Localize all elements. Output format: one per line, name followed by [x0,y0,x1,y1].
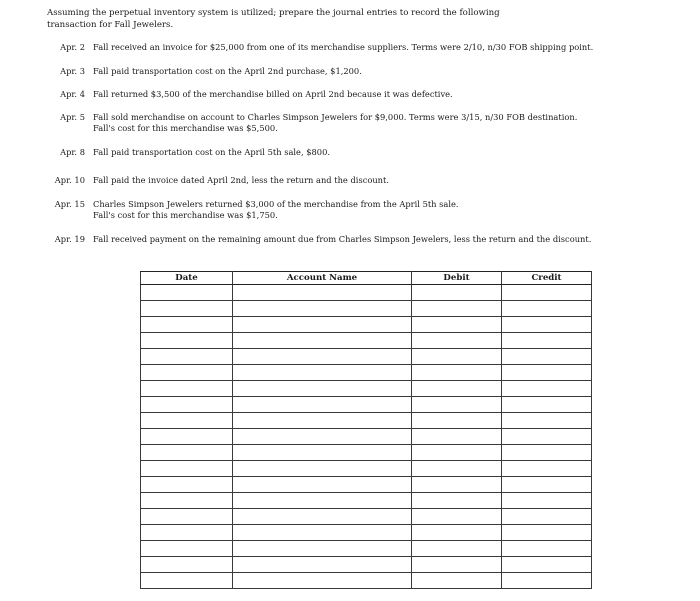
date-cell[interactable] [141,493,233,509]
date-cell[interactable] [141,541,233,557]
transaction-line: Fall received payment on the remaining amount due from Charles Simpson Jewelers, less the return and the discount. [93,234,592,244]
credit-cell[interactable] [502,429,592,445]
journal-row [141,509,592,525]
credit-cell[interactable] [502,509,592,525]
transaction-line: Fall's cost for this merchandise was $5,500. [93,123,278,133]
debit-cell[interactable] [412,301,502,317]
journal-row [141,317,592,333]
credit-cell[interactable] [502,381,592,397]
account-name-cell[interactable] [233,557,412,573]
date-cell[interactable] [141,397,233,413]
transaction-line: Fall's cost for this merchandise was $1,750. [93,210,278,220]
debit-cell[interactable] [412,477,502,493]
journal-row [141,525,592,541]
transaction-line: Fall paid transportation cost on the April 2nd purchase, $1,200. [93,66,362,76]
journal-row [141,429,592,445]
date-cell[interactable] [141,525,233,541]
journal-row [141,365,592,381]
credit-cell[interactable] [502,397,592,413]
journal-row [141,541,592,557]
journal-row [141,333,592,349]
transaction-date: Apr. 2 [60,42,85,52]
date-cell[interactable] [141,301,233,317]
journal-row [141,573,592,589]
debit-column-header: Debit [412,272,502,285]
transaction-line: Charles Simpson Jewelers returned $3,000 of the merchandise from the April 5th sale. [93,199,459,209]
transaction-description [93,199,663,221]
credit-cell[interactable] [502,445,592,461]
credit-cell[interactable] [502,333,592,349]
debit-cell[interactable] [412,381,502,397]
journal-table [140,271,592,589]
account-name-column-header: Account Name [233,272,412,285]
transaction-date: Apr. 15 [54,199,85,209]
transaction-date: Apr. 3 [60,66,85,76]
debit-cell[interactable] [412,413,502,429]
transaction-date: Apr. 4 [60,89,85,99]
debit-cell[interactable] [412,493,502,509]
date-column-header: Date [141,272,233,285]
credit-cell[interactable] [502,349,592,365]
credit-cell[interactable] [502,477,592,493]
transaction-description [93,112,663,134]
credit-column-header: Credit [502,272,592,285]
account-name-cell[interactable] [233,509,412,525]
transaction-date: Apr. 10 [54,175,85,185]
account-name-cell[interactable] [233,365,412,381]
date-cell[interactable] [141,461,233,477]
debit-cell[interactable] [412,525,502,541]
account-name-cell[interactable] [233,317,412,333]
account-name-cell[interactable] [233,461,412,477]
debit-cell[interactable] [412,333,502,349]
date-cell[interactable] [141,285,233,301]
transaction-line: Fall received an invoice for $25,000 from one of its merchandise suppliers. Terms were 2/10, n/30 FOB shipping point. [93,42,594,52]
transaction-description [93,89,663,100]
account-name-cell[interactable] [233,477,412,493]
credit-cell[interactable] [502,301,592,317]
transaction-line: Fall paid the invoice dated April 2nd, less the return and the discount. [93,175,389,185]
date-cell[interactable] [141,429,233,445]
date-cell[interactable] [141,509,233,525]
credit-cell[interactable] [502,317,592,333]
account-name-cell[interactable] [233,397,412,413]
journal-row [141,477,592,493]
debit-cell[interactable] [412,461,502,477]
account-name-cell[interactable] [233,573,412,589]
transaction-line: Fall sold merchandise on account to Charles Simpson Jewelers for $9,000. Terms were 3/15, n/30 FOB destination. [93,112,578,122]
account-name-cell[interactable] [233,349,412,365]
instructions [47,7,507,31]
credit-cell[interactable] [502,461,592,477]
journal-row [141,413,592,429]
transaction-description [93,66,663,77]
journal-row [141,397,592,413]
debit-cell[interactable] [412,541,502,557]
transaction-date: Apr. 19 [54,234,85,244]
credit-cell[interactable] [502,525,592,541]
transaction-date: Apr. 5 [60,112,85,122]
date-cell[interactable] [141,445,233,461]
transaction-description [93,42,663,53]
account-name-cell[interactable] [233,333,412,349]
transaction-line: Fall returned $3,500 of the merchandise billed on April 2nd because it was defective. [93,89,453,99]
account-name-cell[interactable] [233,429,412,445]
debit-cell[interactable] [412,509,502,525]
debit-cell[interactable] [412,349,502,365]
debit-cell[interactable] [412,557,502,573]
journal-row [141,445,592,461]
debit-cell[interactable] [412,317,502,333]
instructions-line-1: Assuming the perpetual inventory system is utilized; prepare the journal entries to record the following [47,8,500,18]
credit-cell[interactable] [502,285,592,301]
debit-cell[interactable] [412,445,502,461]
credit-cell[interactable] [502,365,592,381]
journal-header-row [141,272,592,285]
journal-row [141,349,592,365]
date-cell[interactable] [141,381,233,397]
date-cell[interactable] [141,557,233,573]
debit-cell[interactable] [412,397,502,413]
journal-body [141,285,592,589]
credit-cell[interactable] [502,573,592,589]
account-name-cell[interactable] [233,381,412,397]
account-name-cell[interactable] [233,541,412,557]
transaction-description [93,175,663,186]
journal-row [141,285,592,301]
account-name-cell[interactable] [233,525,412,541]
journal-row [141,301,592,317]
account-name-cell[interactable] [233,301,412,317]
journal-row [141,381,592,397]
date-cell[interactable] [141,365,233,381]
credit-cell[interactable] [502,557,592,573]
transaction-description [93,147,663,158]
date-cell[interactable] [141,413,233,429]
debit-cell[interactable] [412,573,502,589]
debit-cell[interactable] [412,365,502,381]
account-name-cell[interactable] [233,285,412,301]
instructions-line-2: transaction for Fall Jewelers. [47,20,174,30]
date-cell[interactable] [141,573,233,589]
credit-cell[interactable] [502,541,592,557]
date-cell[interactable] [141,317,233,333]
account-name-cell[interactable] [233,413,412,429]
date-cell[interactable] [141,349,233,365]
account-name-cell[interactable] [233,493,412,509]
debit-cell[interactable] [412,285,502,301]
journal-row [141,493,592,509]
account-name-cell[interactable] [233,445,412,461]
transaction-date: Apr. 8 [60,147,85,157]
journal-row [141,461,592,477]
credit-cell[interactable] [502,413,592,429]
transaction-description [93,234,663,245]
transaction-line: Fall paid transportation cost on the April 5th sale, $800. [93,147,330,157]
date-cell[interactable] [141,477,233,493]
journal-row [141,557,592,573]
debit-cell[interactable] [412,429,502,445]
credit-cell[interactable] [502,493,592,509]
date-cell[interactable] [141,333,233,349]
